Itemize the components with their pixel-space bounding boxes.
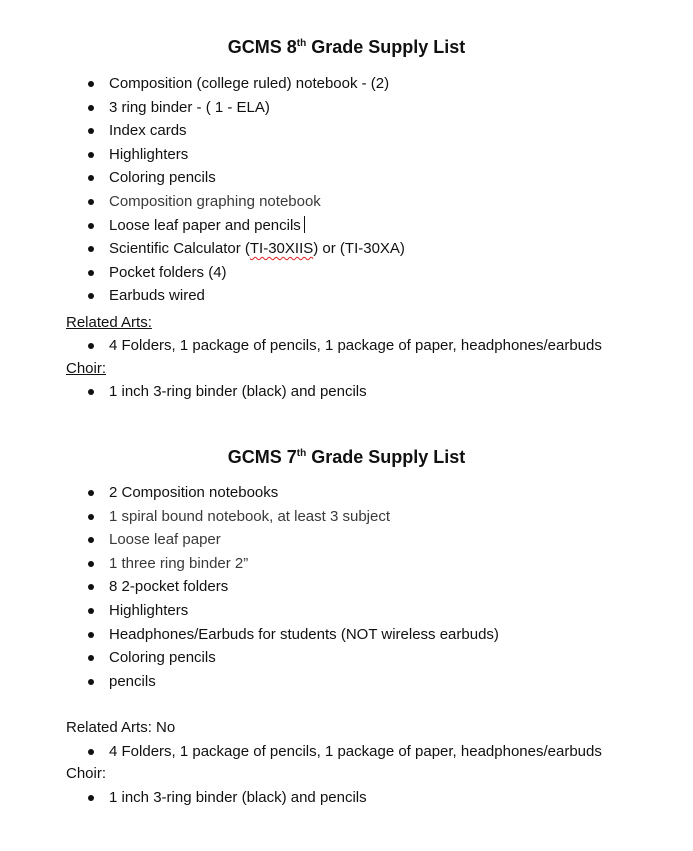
bullet-icon: [88, 584, 94, 590]
bullet-icon: [88, 389, 94, 395]
list-item: [88, 284, 405, 308]
grade7-supply-list: [88, 481, 499, 693]
list-item: [88, 528, 499, 552]
grade8-supply-list: [88, 72, 405, 308]
list-item: [88, 646, 499, 670]
list-item: [88, 481, 499, 505]
bullet-icon: [88, 655, 94, 661]
bullet-icon: [88, 293, 94, 299]
list-item-text: Index cards: [109, 122, 187, 140]
list-item[interactable]: [88, 214, 405, 238]
list-item: [88, 143, 405, 167]
bullet-icon: [88, 608, 94, 614]
list-item-text: pencils: [109, 672, 156, 690]
bullet-icon: [88, 199, 94, 205]
list-item-text: 8 2-pocket folders: [109, 578, 229, 596]
list-item: [88, 237, 405, 261]
bullet-icon: [88, 795, 94, 801]
list-item-text: 1 three ring binder 2”: [109, 554, 249, 572]
list-item-text: Composition (college ruled) notebook - (2): [109, 75, 390, 92]
list-item: [88, 119, 405, 143]
list-item: [88, 599, 499, 623]
bullet-icon: [88, 246, 94, 252]
bullet-icon: [88, 561, 94, 567]
grade7-related-arts-list: [88, 740, 602, 764]
list-item-text: Composition graphing notebook: [109, 192, 321, 210]
list-item: [88, 96, 405, 120]
bullet-icon: [88, 490, 94, 496]
list-item-text: 1 inch 3-ring binder (black) and pencils: [109, 383, 367, 400]
grade7-related-arts-label: Related Arts: No: [66, 719, 176, 736]
calculator-text-before: Scientific Calculator (: [109, 240, 250, 258]
list-item-text: Coloring pencils: [109, 169, 216, 187]
list-item: [88, 72, 405, 96]
grade8-title-prefix: GCMS 8: [227, 37, 297, 57]
grade8-title-suffix: Grade Supply List: [306, 37, 466, 57]
grade8-related-arts-label: Related Arts:: [66, 314, 152, 331]
bullet-icon: [88, 632, 94, 638]
grade8-related-arts-list: [88, 334, 602, 358]
list-item-text: Coloring pencils: [109, 649, 216, 667]
list-item-text: 4 Folders, 1 package of pencils, 1 package of paper, headphones/earbuds: [109, 337, 602, 354]
list-item-text: 2 Composition notebooks: [109, 484, 279, 501]
list-item-text: Highlighters: [109, 145, 189, 163]
list-item: [88, 334, 602, 358]
list-item-text: 1 spiral bound notebook, at least 3 subject: [109, 507, 391, 525]
list-item: [88, 380, 367, 404]
list-item: [88, 166, 405, 190]
list-item-text: 3 ring binder - ( 1 - ELA): [109, 98, 270, 116]
grade8-choir-list: [88, 380, 367, 404]
list-item-text: 4 Folders, 1 package of pencils, 1 package of paper, headphones/earbuds: [109, 743, 602, 760]
list-item: [88, 786, 367, 810]
grade8-title-sup: th: [296, 38, 307, 49]
grade7-title-sup: th: [296, 448, 307, 459]
grade7-title: [0, 446, 693, 468]
bullet-icon: [88, 514, 94, 520]
list-item-text: Highlighters: [109, 601, 189, 619]
bullet-icon: [88, 537, 94, 543]
bullet-icon: [88, 128, 94, 134]
bullet-icon: [88, 749, 94, 755]
list-item: [88, 623, 499, 647]
list-item: [88, 190, 405, 214]
calculator-text-after: ) or (TI-30XA): [313, 240, 405, 258]
grade8-title: [0, 36, 693, 58]
list-item: [88, 575, 499, 599]
bullet-icon: [88, 223, 94, 229]
bullet-icon: [88, 81, 94, 87]
calculator-model-misspelled[interactable]: TI-30XIIS: [249, 240, 314, 258]
grade7-choir-list: [88, 786, 367, 810]
list-item-text: Loose leaf paper and pencils: [109, 216, 301, 234]
list-item-text: Earbuds wired: [109, 287, 205, 305]
list-item-text: Headphones/Earbuds for students (NOT wireless earbuds): [109, 625, 499, 643]
bullet-icon: [88, 270, 94, 276]
grade7-choir-label: Choir:: [66, 765, 107, 782]
list-item-text: Loose leaf paper: [109, 531, 221, 549]
list-item: [88, 740, 602, 764]
text-cursor: [304, 216, 305, 233]
grade7-title-suffix: Grade Supply List: [306, 447, 466, 467]
list-item: [88, 670, 499, 694]
bullet-icon: [88, 152, 94, 158]
list-item: [88, 505, 499, 529]
bullet-icon: [88, 175, 94, 181]
grade7-title-prefix: GCMS 7: [227, 447, 297, 467]
list-item-text: Pocket folders (4): [109, 263, 227, 281]
grade8-choir-label: Choir:: [66, 360, 107, 377]
list-item-text: 1 inch 3-ring binder (black) and pencils: [109, 789, 367, 806]
bullet-icon: [88, 343, 94, 349]
bullet-icon: [88, 679, 94, 685]
list-item: [88, 261, 405, 285]
bullet-icon: [88, 105, 94, 111]
list-item: [88, 552, 499, 576]
